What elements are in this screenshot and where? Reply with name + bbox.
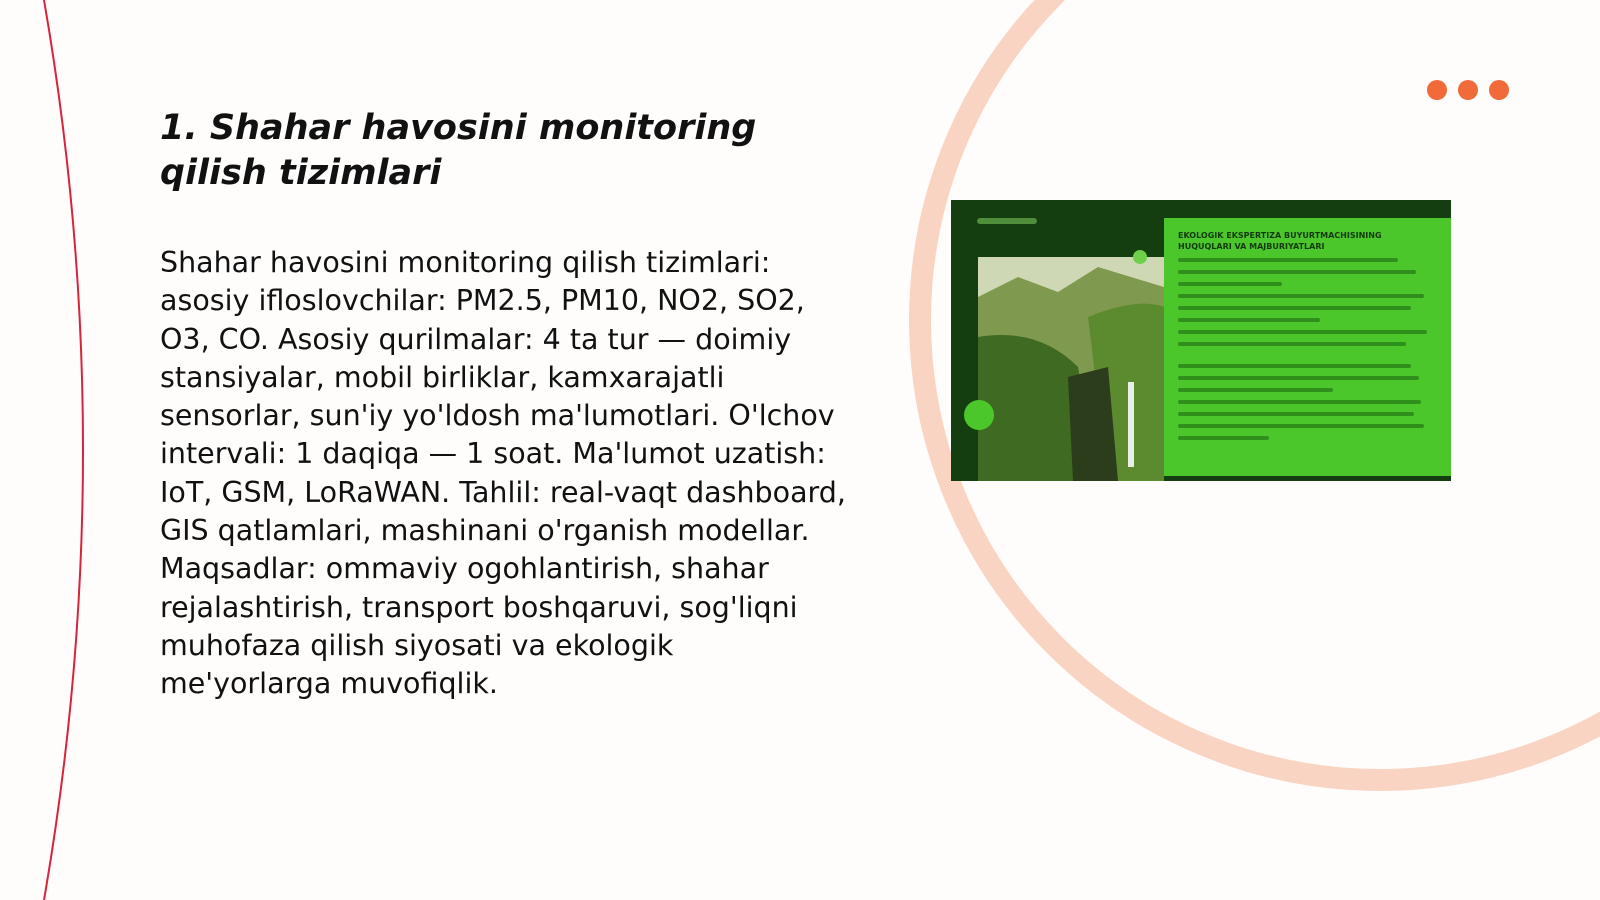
- thumbnail-text-panel: [1164, 218, 1451, 476]
- slide-thumbnail-image: [951, 200, 1451, 481]
- thumbnail-green-dot: [1133, 250, 1147, 264]
- thumbnail-text-line: [1178, 318, 1320, 322]
- thumbnail-text-line: [1178, 424, 1424, 428]
- thumbnail-text-line: [1178, 412, 1414, 416]
- thumbnail-text-line: [1178, 342, 1406, 346]
- thumbnail-green-circle: [964, 400, 994, 430]
- thumbnail-text-line: [1178, 364, 1411, 368]
- dots-icon: [1427, 80, 1509, 100]
- thumbnail-text-line: [1178, 400, 1421, 404]
- thumbnail-heading: EKOLOGIK EKSPERTIZA BUYURTMACHISINING HUQUQLARI VA MAJBURIYATLARI: [1178, 231, 1382, 251]
- slide-title: 1. Shahar havosini monitoring qilish tizimlari: [160, 108, 757, 193]
- thumbnail-text-line: [1178, 388, 1333, 392]
- thumbnail-text-line: [1178, 282, 1282, 286]
- dot: [1489, 80, 1509, 100]
- thumbnail-text-line: [1178, 270, 1416, 274]
- thumbnail-text-line: [1178, 306, 1411, 310]
- thumbnail-text-line: [1178, 294, 1424, 298]
- mountain-waterfall-photo: [978, 257, 1164, 481]
- dot: [1458, 80, 1478, 100]
- thumbnail-text-line: [1178, 258, 1398, 262]
- thumbnail-text-line: [1178, 436, 1269, 440]
- left-red-curve: [44, 0, 83, 900]
- thumbnail-text-line: [1178, 376, 1419, 380]
- thumbnail-logo: [977, 218, 1037, 224]
- slide-body-text: Shahar havosini monitoring qilish tizimlari: asosiy ifloslovchilar: PM2.5, PM10, NO2, SO2, O3, CO. Asosiy qurilmalar: 4 ta tur — doimiy stansiyalar, mobil birliklar, kamxarajatli sensorlar, sun'iy yo'ldosh ma'lumotlari. O'lchov intervali: 1 daqiqa — 1 soat. Ma'lumot uzatish: IoT, GSM, LoRaWAN. Tahlil: real-vaqt dashboard, GIS qatlamlari, mashinani o'rganish modellar. Maqsadlar: ommaviy ogohlantirish, shahar rejalashtirish, transport boshqaruvi, sog'liqni muhofaza qilish siyosati va ekologik me'yorlarga muvofiqlik.: [160, 246, 846, 701]
- dot: [1427, 80, 1447, 100]
- thumbnail-text-line: [1178, 330, 1427, 334]
